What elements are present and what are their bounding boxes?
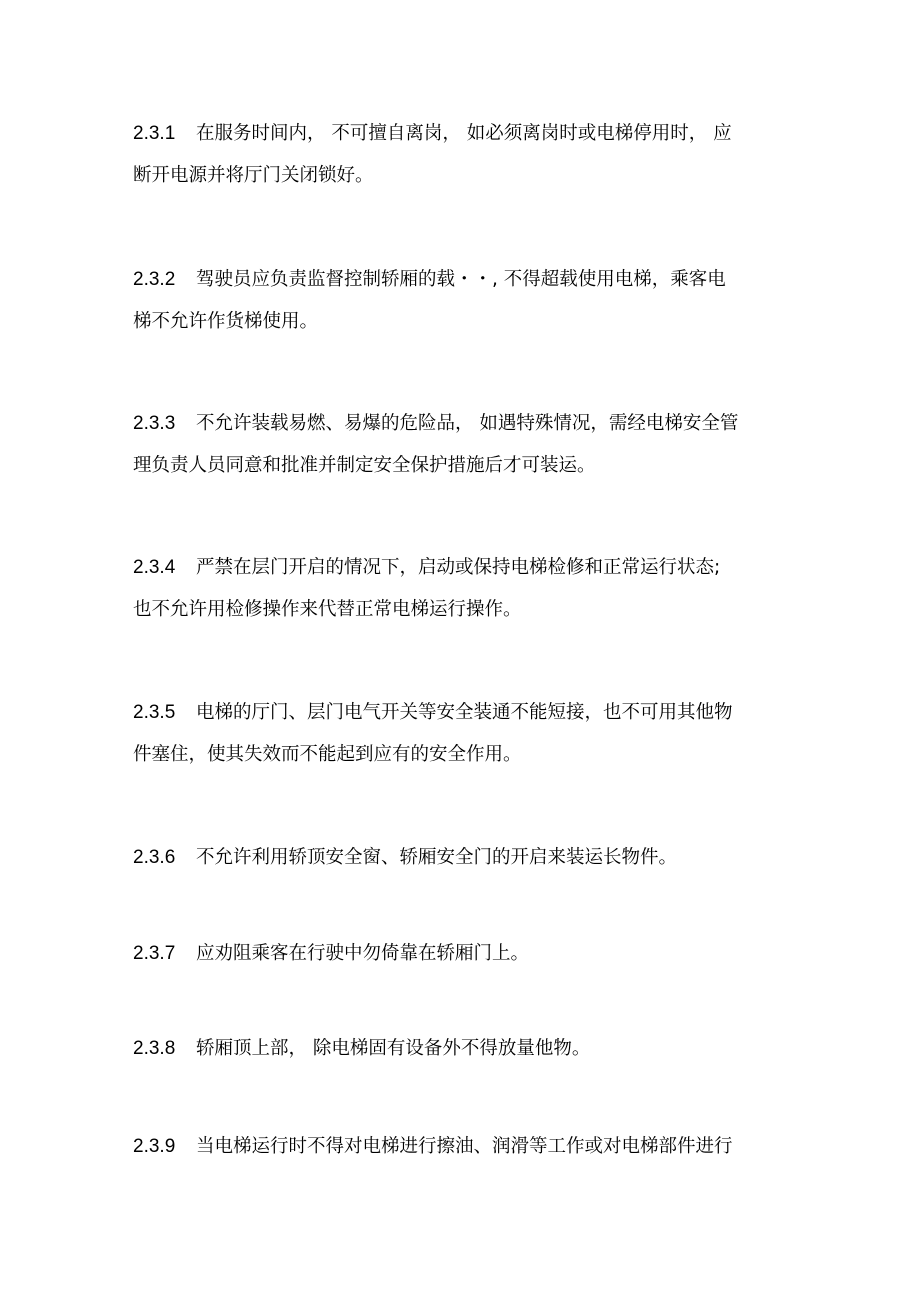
clause-2-3-2: [133, 259, 803, 343]
clause-text: 不允许利用轿顶安全窗、轿厢安全门的开启来装运长物件。: [196, 847, 678, 868]
clause-line: [133, 113, 803, 155]
clause-2-3-3: [133, 403, 803, 487]
clause-line: [133, 259, 803, 301]
clause-line: [133, 837, 803, 879]
clause-2-3-8: [133, 1028, 803, 1070]
clause-text: 轿厢顶上部， 除电梯固有设备外不得放量他物。: [196, 1038, 591, 1059]
clause-text: 在服务时间内， 不可擅自离岗， 如必须离岗时或电梯停用时， 应: [196, 123, 732, 144]
clause-number: 2.3.6: [133, 847, 176, 868]
clause-text: 电梯的厅门、层门电气开关等安全装通不能短接，也不可用其他物: [196, 702, 733, 723]
clause-line: 也不允许用检修操作来代替正常电梯运行操作。: [133, 599, 522, 620]
clause-line: 梯不允许作货梯使用。: [133, 311, 319, 332]
clause-text: 严禁在层门开启的情况下，启动或保持电梯检修和正常运行状态;: [196, 557, 721, 578]
clause-number: 2.3.2: [133, 269, 176, 290]
clause-2-3-7: [133, 933, 803, 975]
clause-number: 2.3.1: [133, 123, 176, 144]
clause-number: 2.3.3: [133, 413, 176, 434]
clause-line: [133, 403, 803, 445]
clause-number: 2.3.5: [133, 702, 176, 723]
clause-text: 应劝阻乘客在行驶中勿倚靠在轿厢门上。: [196, 943, 530, 964]
clause-line: 理负责人员同意和批准并制定安全保护措施后才可装运。: [133, 455, 596, 476]
clause-line: [133, 933, 803, 975]
clause-2-3-5: [133, 692, 803, 776]
clause-line: 断开电源并将厅门关闭锁好。: [133, 165, 374, 186]
clause-line: [133, 1126, 803, 1168]
clause-number: 2.3.4: [133, 557, 176, 578]
clause-2-3-1: [133, 113, 803, 197]
clause-2-3-9: [133, 1126, 803, 1168]
clause-2-3-4: [133, 547, 803, 631]
clause-text: 当电梯运行时不得对电梯进行擦油、润滑等工作或对电梯部件进行: [196, 1136, 733, 1157]
clause-text: 不允许装载易燃、易爆的危险品， 如遇特殊情况，需经电梯安全管: [196, 413, 739, 434]
clause-number: 2.3.7: [133, 943, 176, 964]
clause-2-3-6: [133, 837, 803, 879]
clause-line: 件塞住，使其失效而不能起到应有的安全作用。: [133, 744, 522, 765]
clause-number: 2.3.9: [133, 1136, 176, 1157]
clause-number: 2.3.8: [133, 1038, 176, 1059]
clause-text: 驾驶员应负责监督控制轿厢的载・・, 不得超载使用电梯，乘客电: [196, 269, 726, 290]
clause-line: [133, 1028, 803, 1070]
clause-line: [133, 692, 803, 734]
clause-line: [133, 547, 803, 589]
